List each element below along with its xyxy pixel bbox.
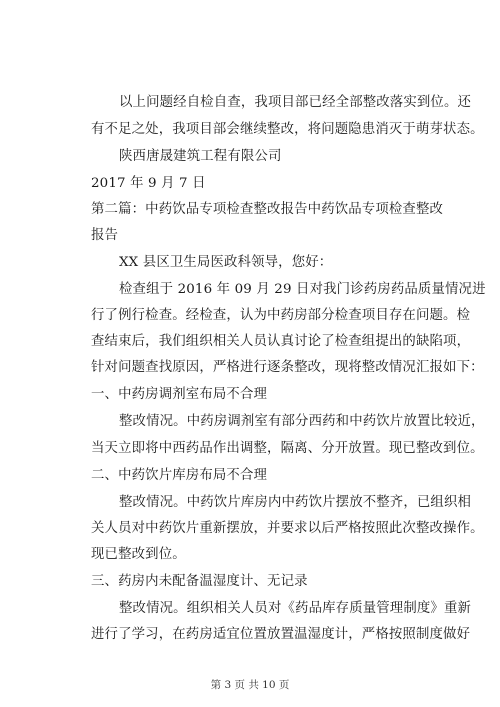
paragraph-line-2: 有不足之处，我项目部会继续整改，将问题隐患消灭于萌芽状态。 (91, 122, 484, 137)
paragraph-line-6: 针对问题查找原因，严格进行逐条整改，现将整改情况汇报如下： (91, 360, 484, 375)
paragraph-line-4: 行了例行检查。经检查，认为中药房部分检查项目存在问题。检 (91, 308, 471, 323)
paragraph-line-7: 整改情况。中药房调剂室有部分西药和中药饮片放置比较近， (119, 414, 485, 429)
heading-three: 三、药房内未配备温湿度计、无记录 (91, 574, 308, 589)
paragraph-line-9: 整改情况。中药饮片库房内中药饮片摆放不整齐，已组织相 (119, 495, 472, 510)
paragraph-line-3: 检查组于 2016 年 09 月 29 日对我门诊药房药品质量情况进 (119, 282, 486, 297)
date-line: 2017 年 9 月 7 日 (91, 176, 206, 191)
paragraph-line-10: 关人员对中药饮片重新摆放，并要求以后严格按照此次整改操作。 (91, 521, 484, 536)
section-title-line-2: 报告 (91, 228, 119, 243)
company-name: 陕西唐晟建筑工程有限公司 (119, 149, 282, 164)
paragraph-line-8: 当天立即将中西药品作出调整，隔离、分开放置。现已整改到位。 (91, 441, 484, 456)
salutation: XX 县区卫生局医政科领导，您好： (119, 255, 333, 270)
section-title-line-1: 第二篇：中药饮品专项检查整改报告中药饮品专项检查整改 (91, 202, 444, 217)
paragraph-line-13: 进行了学习，在药房适宜位置放置温湿度计，严格按照制度做好 (91, 627, 471, 642)
heading-two: 二、中药饮片库房布局不合理 (91, 468, 268, 483)
paragraph-line-1: 以上问题经自检自查，我项目部已经全部整改落实到位。还 (119, 95, 472, 110)
paragraph-line-12: 整改情况。组织相关人员对《药品库存质量管理制度》重新 (119, 601, 472, 616)
heading-one: 一、中药房调剂室布局不合理 (91, 387, 268, 402)
page-footer: 第 3 页 共 10 页 (210, 679, 290, 691)
paragraph-line-11: 现已整改到位。 (91, 547, 186, 562)
paragraph-line-5: 查结束后，我们组织相关人员认真讨论了检查组提出的缺陷项， (91, 334, 471, 349)
